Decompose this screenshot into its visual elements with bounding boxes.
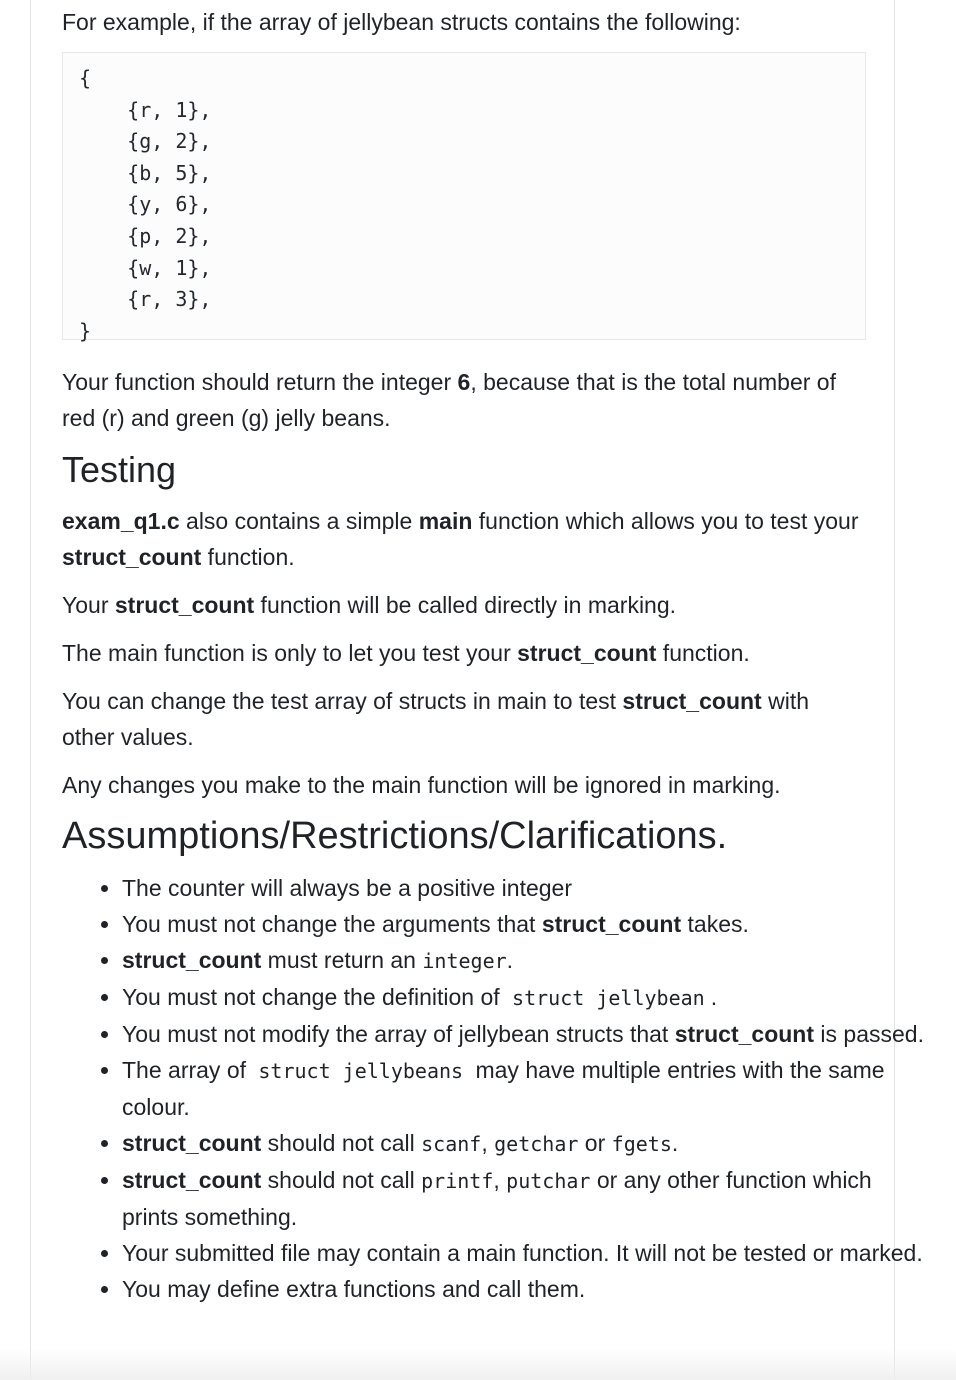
page-border-left (30, 0, 31, 1380)
result-value: 6 (457, 369, 471, 395)
intro-paragraph: For example, if the array of jellybean structs contains the following: (62, 9, 741, 35)
list-item: • You may define extra functions and call them. (122, 1271, 927, 1307)
list-item: • The array of struct jellybeans may have multiple entries with the same colour. (122, 1052, 927, 1125)
bottom-fade (0, 1348, 956, 1380)
list-item: • Your submitted file may contain a main function. It will not be tested or marked. (122, 1235, 927, 1271)
code-example: { {r, 1}, {g, 2}, {b, 5}, {y, 6}, {p, 2}, {w, 1}, {r, 3}, } (62, 52, 866, 340)
result-paragraph: Your function should return the integer 6, because that is the total number of red (r) and green (g) jelly beans. (62, 369, 836, 431)
list-item: • The counter will always be a positive integer (122, 870, 927, 906)
list-item: • struct_count should not call scanf, getchar or fgets. (122, 1125, 927, 1162)
list-item: • struct_count must return an integer. (122, 942, 927, 979)
list-item: • You must not change the arguments that struct_count takes. (122, 906, 927, 942)
testing-paragraph-1: exam_q1.c also contains a simple main function which allows you to test your struct_count function. (62, 508, 859, 570)
testing-heading: Testing (62, 449, 177, 490)
list-item: • struct_count should not call printf, putchar or any other function which prints something. (122, 1162, 927, 1235)
assumptions-list (62, 870, 927, 1307)
testing-paragraph-2: Your struct_count function will be called directly in marking. (62, 592, 677, 618)
assumptions-heading: Assumptions/Restrictions/Clarifications. (62, 815, 728, 857)
testing-paragraph-3: The main function is only to let you test your struct_count function. (62, 640, 750, 666)
list-item: • You must not change the definition of struct jellybean . (122, 979, 927, 1016)
list-item: • You must not modify the array of jellybean structs that struct_count is passed. (122, 1016, 927, 1052)
testing-paragraph-4: You can change the test array of structs in main to test struct_count with other values. (62, 688, 809, 750)
filename: exam_q1.c (62, 508, 180, 534)
testing-paragraph-5: Any changes you make to the main function will be ignored in marking. (62, 772, 781, 798)
